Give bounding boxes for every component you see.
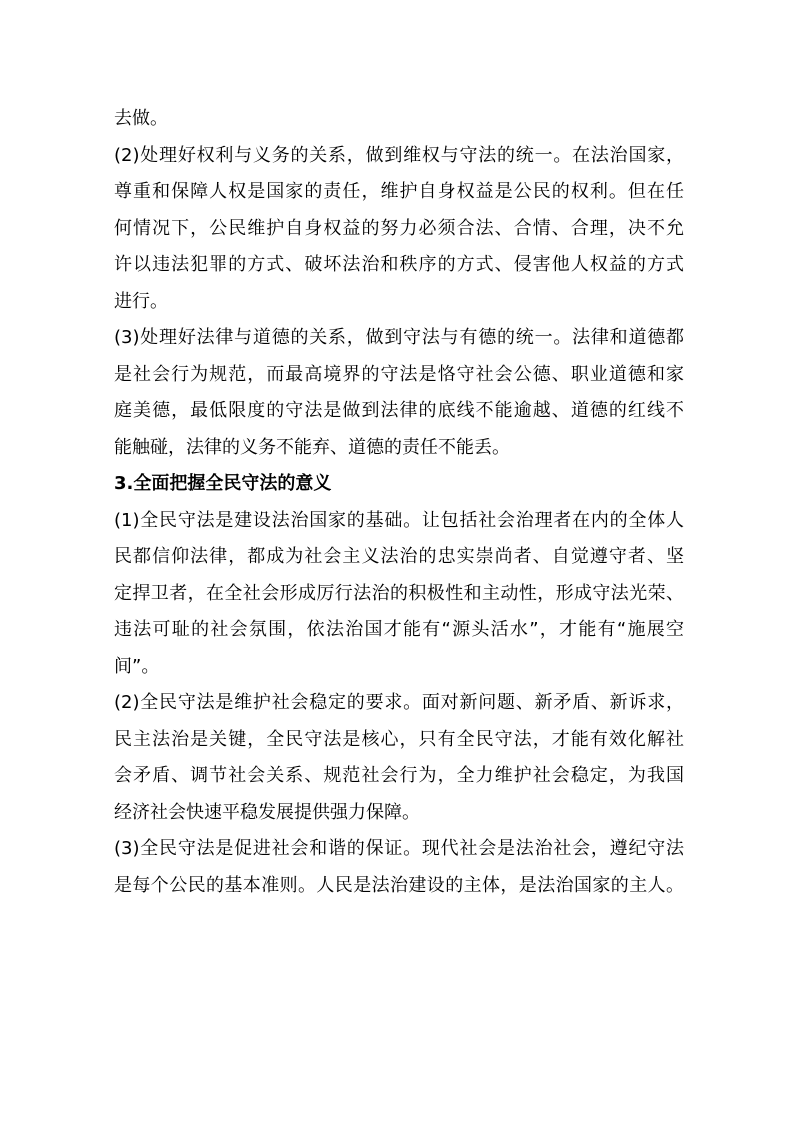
text-line: 是每个公民的基本准则。人民是法治建设的主体，是法治国家的主人。	[114, 874, 684, 896]
text-line: 民都信仰法律，都成为社会主义法治的忠实崇尚者、自觉遵守者、坚	[114, 546, 684, 567]
text-line: (3)处理好法律与道德的关系，做到守法与有德的统一。法律和道德都	[114, 327, 684, 348]
text-line: 定捍卫者，在全社会形成厉行法治的积极性和主动性，形成守法光荣、	[114, 582, 684, 604]
text-line: 尊重和保障人权是国家的责任，维护自身权益是公民的权利。但在任	[114, 181, 684, 202]
text-line: (2)全民守法是维护社会稳定的要求。面对新问题、新矛盾、新诉求，	[114, 692, 684, 713]
text-line: 会矛盾、调节社会关系、规范社会行为，全力维护社会稳定，为我国	[114, 765, 684, 786]
text-line: 庭美德，最低限度的守法是做到法律的底线不能逾越、道德的红线不	[114, 400, 684, 421]
text-line: 民主法治是关键，全民守法是核心，只有全民守法，才能有效化解社	[114, 728, 684, 750]
section-heading: 3.全面把握全民守法的意义	[114, 473, 332, 494]
text-line: 进行。	[114, 290, 168, 312]
text-line: (2)处理好权利与义务的关系，做到维权与守法的统一。在法治国家，	[114, 144, 684, 166]
text-line: 能触碰，法律的义务不能弃、道德的责任不能丢。	[114, 436, 510, 458]
text-line: 去做。	[114, 108, 168, 129]
text-line: 许以违法犯罪的方式、破坏法治和秩序的方式、侵害他人权益的方式	[114, 254, 684, 275]
text-line: (1)全民守法是建设法治国家的基础。让包括社会治理者在内的全体人	[114, 509, 684, 531]
text-line: 间”。	[114, 655, 160, 677]
text-line: 是社会行为规范，而最高境界的守法是恪守社会公德、职业道德和家	[114, 363, 684, 385]
text-line: 经济社会快速平稳发展提供强力保障。	[114, 801, 420, 823]
text-line: (3)全民守法是促进社会和谐的保证。现代社会是法治社会，遵纪守法	[114, 838, 684, 859]
text-line: 何情况下，公民维护自身权益的努力必须合法、合情、合理，决不允	[114, 217, 684, 239]
document-body	[114, 101, 684, 904]
text-line: 违法可耻的社会氛围，依法治国才能有“源头活水”，才能有“施展空	[114, 619, 684, 640]
